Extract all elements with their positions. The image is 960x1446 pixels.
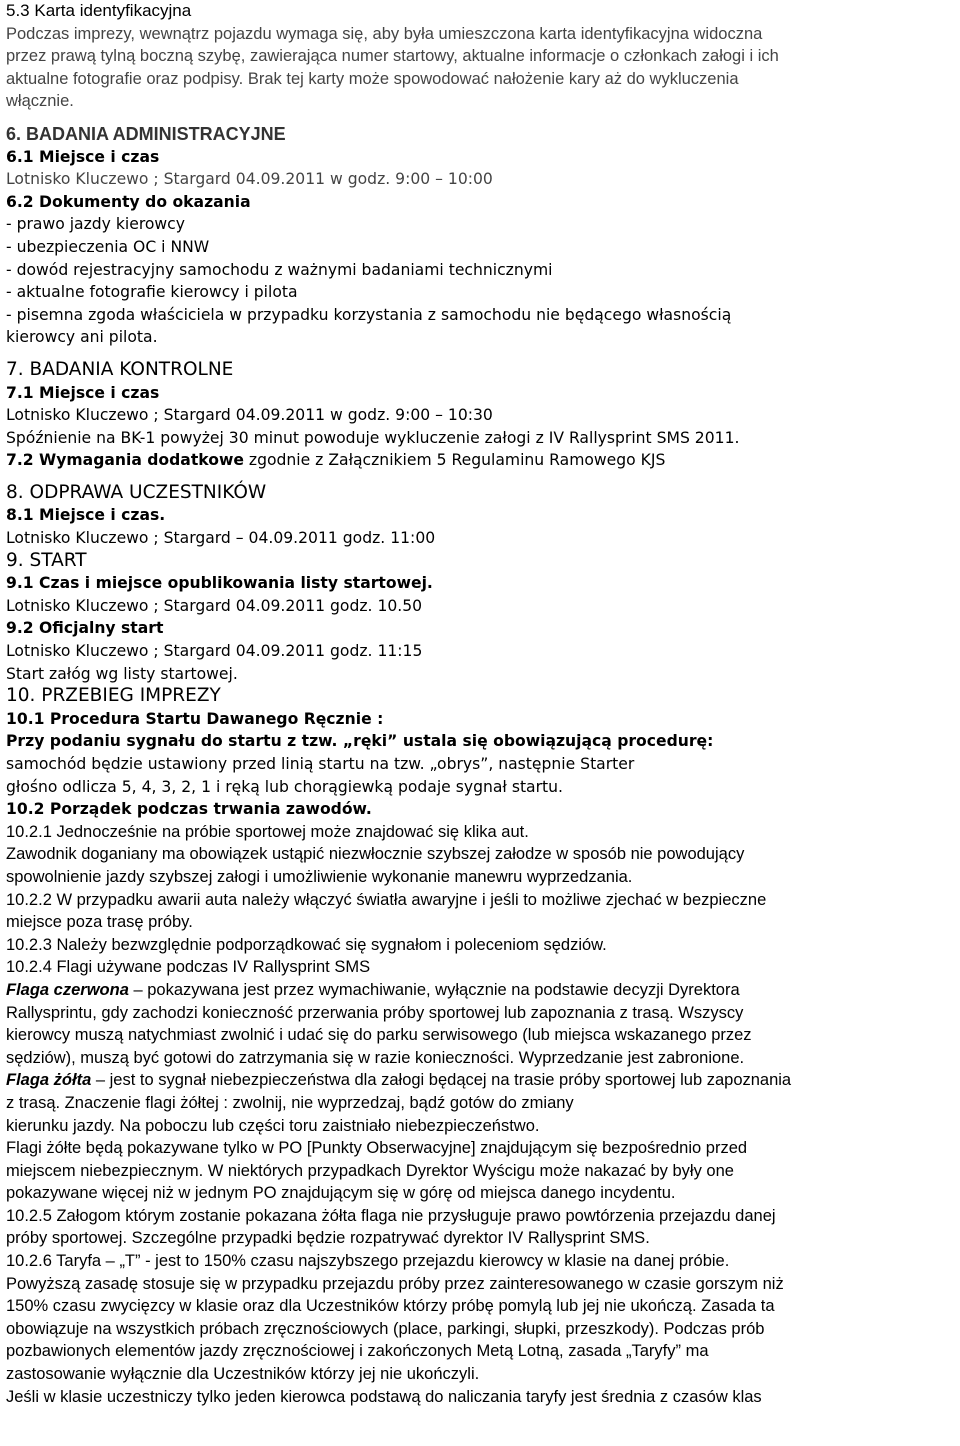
section-6-title: 6. BADANIA ADMINISTRACYJNE — [6, 123, 286, 144]
section-7-1-title: 7.1 Miejsce i czas — [6, 383, 160, 402]
section-9-1-location: Lotnisko Kluczewo ; Stargard 04.09.2011 godz. 10.50 — [6, 596, 423, 615]
section-7-title: 7. BADANIA KONTROLNE — [6, 358, 234, 380]
paragraph-line: włącznie. — [6, 92, 74, 111]
paragraph-10-2-5: 10.2.5 Załogom którym zostanie pokazana żółta flaga nie przysługuje prawo powtórzenia przejazdu danej — [6, 1206, 776, 1225]
section-5-3-title: 5.3 Karta identyfikacyjna — [6, 1, 192, 20]
paragraph-line: kierowcy muszą natychmiast zwolnić i udać się do parku serwisowego (lub miejsca wskazanego przez — [6, 1026, 752, 1045]
paragraph-line: spowolnienie jazdy szybszej załogi i umożliwienie wykonanie manewru wyprzedzania. — [6, 867, 633, 886]
paragraph-line: Jeśli w klasie uczestniczy tylko jeden kierowca podstawą do naliczania taryfy jest średnia z czasów klas — [6, 1387, 762, 1406]
paragraph-line: kierunku jazdy. Na poboczu lub części toru zaistniało niebezpieczeństwo. — [6, 1116, 540, 1135]
section-5-3-body — [6, 23, 954, 113]
red-flag-text: – pokazywana jest przez wymachiwanie, wyłącznie na podstawie decyzji Dyrektora — [128, 980, 740, 999]
paragraph-line: aktualne fotografie oraz podpisy. Brak tej karty może spowodować nałożenie kary aż do wykluczenia — [6, 69, 739, 88]
paragraph-line: miejscem niebezpiecznym. W niektórych przypadkach Dyrektor Wyścigu może nakazać by były one — [6, 1161, 734, 1180]
red-flag-label: Flaga czerwona — [6, 980, 129, 999]
paragraph-10-2-6: 10.2.6 Taryfa – „T” - jest to 150% czasu najszybszego przejazdu kierowcy w klasie na danej próbie. — [6, 1252, 730, 1271]
paragraph-10-2-4: 10.2.4 Flagi używane podczas IV Rallysprint SMS — [6, 958, 371, 977]
section-9-title: 9. START — [6, 549, 87, 571]
paragraph-line: Zawodnik doganiany ma obowiązek ustąpić niezwłocznie szybszej załodze w sposób nie powodujący — [6, 845, 745, 864]
section-7-2-title: 7.2 Wymagania dodatkowe — [6, 451, 244, 470]
paragraph-line: Podczas imprezy, wewnątrz pojazdu wymaga się, aby była umieszczona karta identyfikacyjna widoczna — [6, 24, 763, 43]
list-item: - ubezpieczenia OC i NNW — [6, 237, 210, 256]
section-8-1-location: Lotnisko Kluczewo ; Stargard – 04.09.2011 godz. 11:00 — [6, 529, 436, 548]
paragraph-line: obowiązuje na wszystkich próbach zręcznościowych (place, parkingi, słupki, przeszkody). Podczas prób — [6, 1319, 765, 1338]
yellow-flag-paragraph — [6, 1069, 954, 1092]
section-7-2 — [6, 449, 954, 472]
section-9-2-title: 9.2 Oficjalny start — [6, 619, 164, 638]
red-flag-paragraph — [6, 979, 954, 1002]
paragraph-line: 150% czasu zwycięzcy w klasie oraz dla Uczestników którzy próbę pomylą lub jej nie ukończą. Zasada ta — [6, 1297, 775, 1316]
section-7-1-location: Lotnisko Kluczewo ; Stargard 04.09.2011 w godz. 9:00 – 10:30 — [6, 406, 493, 425]
paragraph-line: zastosowanie wyłącznie dla Uczestników którzy jej nie ukończyli. — [6, 1365, 480, 1384]
documents-list — [6, 213, 954, 349]
section-6-1-location: Lotnisko Kluczewo ; Stargard 04.09.2011 w godz. 9:00 – 10:00 — [6, 170, 493, 189]
list-item: - prawo jazdy kierowcy — [6, 215, 185, 234]
paragraph-line: Rallysprintu, gdy zachodzi konieczność przerwania próby sportowej lub zapoznania z trasą. Wszyscy — [6, 1003, 744, 1022]
list-item: - dowód rejestracyjny samochodu z ważnymi badaniami technicznymi — [6, 260, 553, 279]
paragraph-line: pozbawionych elementów jazdy zręcznościowej i zakończonych Metą Lotną, zasada „Taryfy” ma — [6, 1342, 709, 1361]
section-9-2-location: Lotnisko Kluczewo ; Stargard 04.09.2011 godz. 11:15 — [6, 642, 423, 661]
section-9-1-title: 9.1 Czas i miejsce opublikowania listy startowej. — [6, 574, 433, 593]
yellow-flag-text: – jest to sygnał niebezpieczeństwa dla załogi będącej na trasie próby sportowej lub zapoznania — [91, 1071, 792, 1090]
section-9-2-note: Start załóg wg listy startowej. — [6, 664, 238, 683]
paragraph-10-2-3: 10.2.3 Należy bezwzględnie podporządkować się sygnałom i poleceniom sędziów. — [6, 935, 607, 954]
paragraph-line: Flagi żółte będą pokazywane tylko w PO [Punkty Obserwacyjne] znajdującym się bezpośrednio przed — [6, 1139, 748, 1158]
paragraph-line: głośno odlicza 5, 4, 3, 2, 1 i ręką lub chorągiewką podaje sygnał startu. — [6, 777, 563, 796]
section-7-1-note: Spóźnienie na BK-1 powyżej 30 minut powoduje wykluczenie załogi z IV Rallysprint SMS 2011. — [6, 428, 740, 447]
section-10-1-title: 10.1 Procedura Startu Dawanego Ręcznie : — [6, 709, 384, 728]
section-7-2-text: zgodnie z Załącznikiem 5 Regulaminu Ramowego KJS — [243, 451, 666, 470]
paragraph-line: z trasą. Znaczenie flagi żółtej : zwolnij, nie wyprzedzaj, bądź gotów do zmiany — [6, 1093, 574, 1112]
section-8-title: 8. ODPRAWA UCZESTNIKÓW — [6, 481, 267, 503]
section-6-1-title: 6.1 Miejsce i czas — [6, 147, 160, 166]
paragraph-10-2-1: 10.2.1 Jednocześnie na próbie sportowej może znajdować się klika aut. — [6, 822, 529, 841]
section-8-1-title: 8.1 Miejsce i czas. — [6, 506, 166, 525]
paragraph-line: sędziów), muszą być gotowi do zatrzymania się w razie konieczności. Wyprzedzanie jest zabronione. — [6, 1048, 745, 1067]
yellow-flag-label: Flaga żółta — [6, 1071, 92, 1090]
paragraph-line: pokazywane więcej niż w jednym PO znajdującym się w górę od miejsca danego incydentu. — [6, 1184, 676, 1203]
paragraph-line: przez prawą tylną boczną szybę, zawierająca numer startowy, aktualne informacje o członkach załogi i ich — [6, 47, 779, 66]
list-item: - aktualne fotografie kierowcy i pilota — [6, 283, 298, 302]
paragraph-line: próby sportowej. Szczególne przypadki będzie rozpatrywać dyrektor IV Rallysprint SMS. — [6, 1229, 650, 1248]
paragraph-line: miejsce poza trasę próby. — [6, 913, 193, 932]
section-10-1-procedure: Przy podaniu sygnału do startu z tzw. „ręki” ustala się obowiązującą procedurę: — [6, 732, 714, 751]
paragraph-line: samochód będzie ustawiony przed linią startu na tzw. „obrys”, następnie Starter — [6, 755, 635, 773]
list-item: - pisemna zgoda właściciela w przypadku korzystania z samochodu nie będącego własnością — [6, 305, 732, 324]
paragraph-10-2-2: 10.2.2 W przypadku awarii auta należy włączyć światła awaryjne i jeśli to możliwe zjechać w bezpieczne — [6, 890, 767, 909]
paragraph-line: Powyższą zasadę stosuje się w przypadku przejazdu próby przez zainteresowanego w czasie gorszym niż — [6, 1274, 784, 1293]
section-6-2-title: 6.2 Dokumenty do okazania — [6, 192, 251, 211]
list-item: kierowcy ani pilota. — [6, 328, 158, 347]
section-10-2-title: 10.2 Porządek podczas trwania zawodów. — [6, 800, 372, 819]
section-10-title: 10. PRZEBIEG IMPREZY — [6, 685, 221, 707]
